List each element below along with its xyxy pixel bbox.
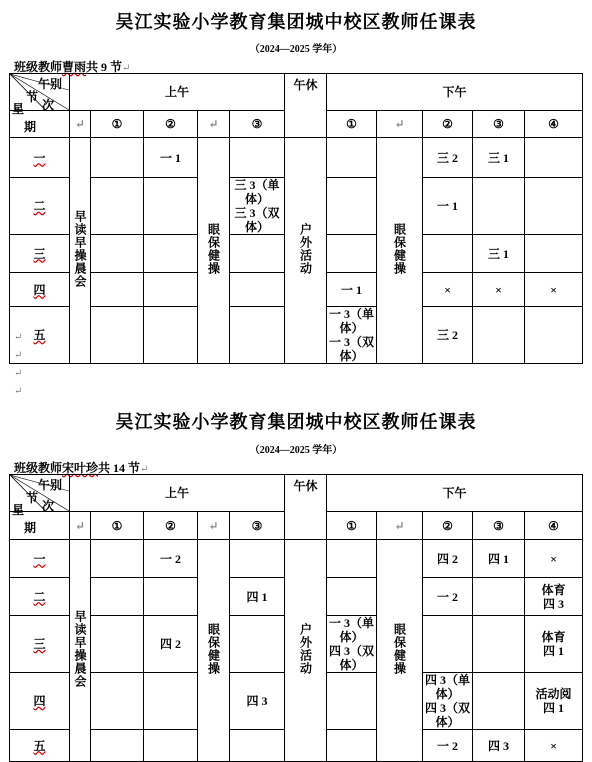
cell-am1 (91, 235, 144, 273)
cell-pm1 (327, 307, 377, 364)
corner-label-jie: 节 (26, 491, 39, 505)
period-pm-1: ① (327, 111, 377, 138)
cell-pm1 (327, 616, 377, 673)
cell-am2 (144, 178, 198, 235)
split-entry-bottom: 四 3 (543, 596, 565, 611)
morning-reading-cell (70, 540, 91, 762)
cell-am3 (230, 178, 285, 235)
period-pm-1: ① (327, 512, 377, 540)
day-label: 一 (10, 138, 70, 178)
cell-pm4 (525, 178, 583, 235)
day-label: 二 (10, 178, 70, 235)
split-entry-top: 一 3（单体） (329, 307, 375, 335)
split-entry-top: 活动阅 (535, 687, 572, 701)
corner-label-wubie: 午别 (38, 478, 63, 492)
cell-pm3: 四 1 (473, 540, 525, 578)
split-entry-top: 一 3（单体） (329, 616, 375, 644)
blank-header: ↵ (198, 512, 230, 540)
cell-pm2: 三 2 (423, 307, 473, 364)
blank-header: ↵ (377, 111, 423, 138)
outdoor-text: 户外活动 (298, 223, 313, 275)
schedule-title-2: 吴江实验小学教育集团城中校区教师任课表 (115, 412, 477, 432)
outdoor-text: 户外活动 (298, 623, 313, 675)
blank-header: ↵ (198, 111, 230, 138)
cell-am3 (230, 616, 285, 673)
eye-exercise-text: 眼保健操 (206, 623, 221, 675)
paragraph-mark: ↵ (14, 350, 23, 361)
cell-am1 (91, 138, 144, 178)
cell-pm1 (327, 578, 377, 616)
morning-reading-cell (70, 138, 91, 364)
day-label: 一 (10, 540, 70, 578)
cell-pm3: 四 3 (473, 730, 525, 762)
teacher-name: 宋叶珍 (62, 461, 99, 475)
split-entry-bottom: 四 1 (543, 644, 565, 658)
cell-am1 (91, 307, 144, 364)
cell-pm1: 一 1 (327, 273, 377, 307)
cell-am2 (144, 673, 198, 730)
day-label: 三 (10, 616, 70, 673)
cell-am3 (230, 273, 285, 307)
teacher-prefix: 班级教师 (14, 60, 63, 74)
header-afternoon: 下午 (327, 74, 583, 111)
cell-pm2: × (423, 273, 473, 307)
noon-label: 午休 (293, 479, 318, 493)
corner-label-qi: 期 (24, 120, 37, 134)
cell-am2 (144, 578, 198, 616)
cell-pm4 (525, 578, 583, 616)
split-entry-top: 四 3（单体） (425, 673, 471, 701)
period-pm-3: ③ (473, 111, 525, 138)
corner-label-jie: 节 (26, 90, 39, 104)
period-am-2: ② (144, 111, 198, 138)
cell-pm4: × (525, 273, 583, 307)
morning-reading-text: 早读早操晨会 (73, 210, 87, 288)
period-pm-4: ④ (525, 512, 583, 540)
header-corner (10, 74, 70, 134)
split-entry-bottom: 一 3（双体） (329, 335, 375, 363)
split-entry-bottom: 四 3（双体） (425, 701, 471, 729)
period-am-3: ③ (230, 512, 285, 540)
teacher-name: 曹雨 (62, 60, 87, 74)
day-label: 五 (10, 730, 70, 762)
cell-pm4 (525, 616, 583, 673)
period-pm-4: ④ (525, 111, 583, 138)
period-pm-2: ② (423, 512, 473, 540)
cell-pm2: 一 2 (423, 730, 473, 762)
eye-exercise-cell-pm (377, 540, 423, 762)
cell-am1 (91, 616, 144, 673)
noon-label: 午休 (293, 78, 318, 92)
teacher-prefix: 班级教师 (14, 461, 63, 475)
split-entry-bottom: 三 3（双体） (234, 206, 280, 234)
corner-label-wubie: 午别 (38, 77, 63, 91)
corner-label-ci: 次 (42, 499, 55, 513)
school-year-2: （2024—2025 学年） (249, 445, 343, 456)
cell-am1 (91, 730, 144, 762)
header-corner (10, 475, 70, 535)
cell-am2 (144, 730, 198, 762)
cell-am2: 一 1 (144, 138, 198, 178)
cell-am2: 四 2 (144, 616, 198, 673)
cell-am1 (91, 178, 144, 235)
cell-pm1 (327, 730, 377, 762)
day-label: 四 (10, 273, 70, 307)
cell-pm4: × (525, 730, 583, 762)
outdoor-cell (285, 138, 327, 364)
cell-pm1 (327, 235, 377, 273)
paragraph-mark: ↵ (14, 368, 23, 379)
cell-pm2: 四 2 (423, 540, 473, 578)
period-pm-2: ② (423, 111, 473, 138)
eye-exercise-text-pm: 眼保健操 (392, 623, 407, 675)
cell-am2 (144, 307, 198, 364)
schedule-table-2 (9, 474, 583, 762)
teacher-count: 共 14 节 (98, 461, 141, 475)
paragraph-mark: ↵ (14, 386, 23, 397)
cell-am3 (230, 540, 285, 578)
eye-exercise-cell (198, 138, 230, 364)
header-noon (285, 74, 327, 138)
blank-header: ↵ (70, 512, 91, 540)
cell-pm3: 三 1 (473, 138, 525, 178)
cell-am3 (230, 138, 285, 178)
header-afternoon: 下午 (327, 475, 583, 512)
period-am-1: ① (91, 512, 144, 540)
header-morning: 上午 (70, 74, 285, 111)
cell-pm1 (327, 178, 377, 235)
period-pm-3: ③ (473, 512, 525, 540)
corner-label-xing: 星 (12, 102, 25, 116)
outdoor-cell (285, 540, 327, 762)
cell-pm4 (525, 138, 583, 178)
day-label: 三 (10, 235, 70, 273)
day-label: 二 (10, 578, 70, 616)
cell-pm1 (327, 540, 377, 578)
header-noon (285, 475, 327, 540)
paragraph-mark: ↵ (14, 332, 23, 343)
corner-label-qi: 期 (24, 521, 37, 535)
cell-am2 (144, 235, 198, 273)
corner-label-xing: 星 (12, 503, 25, 517)
schedule-table-1 (9, 73, 583, 364)
cell-am3: 四 1 (230, 578, 285, 616)
eye-exercise-cell-pm (377, 138, 423, 364)
cell-am2 (144, 273, 198, 307)
cell-pm4: × (525, 540, 583, 578)
eye-exercise-cell (198, 540, 230, 762)
cell-pm2 (423, 235, 473, 273)
split-entry-bottom: 四 1 (543, 701, 565, 715)
cell-am1 (91, 540, 144, 578)
school-year-1: （2024—2025 学年） (249, 44, 343, 55)
cell-am3 (230, 730, 285, 762)
eye-exercise-text: 眼保健操 (206, 223, 221, 275)
paragraph-mark: ↵ (122, 63, 131, 74)
blank-header: ↵ (377, 512, 423, 540)
split-entry-bottom: 四 3（双体） (329, 644, 375, 672)
cell-pm1 (327, 673, 377, 730)
split-entry-top: 三 3（单体） (234, 178, 280, 206)
cell-am3: 四 3 (230, 673, 285, 730)
cell-pm2 (423, 673, 473, 730)
cell-pm2: 一 2 (423, 578, 473, 616)
cell-am3 (230, 235, 285, 273)
cell-pm2: 一 1 (423, 178, 473, 235)
cell-am1 (91, 578, 144, 616)
corner-label-ci: 次 (42, 98, 55, 112)
cell-am1 (91, 673, 144, 730)
cell-am2: 一 2 (144, 540, 198, 578)
cell-pm3 (473, 307, 525, 364)
cell-pm4 (525, 673, 583, 730)
split-entry-top: 体育 (541, 582, 566, 597)
schedule-title-1: 吴江实验小学教育集团城中校区教师任课表 (115, 12, 477, 32)
paragraph-mark: ↵ (140, 464, 149, 475)
split-entry-top: 体育 (541, 630, 566, 644)
cell-pm2: 三 2 (423, 138, 473, 178)
cell-pm3: 三 1 (473, 235, 525, 273)
cell-pm3 (473, 178, 525, 235)
cell-pm4 (525, 235, 583, 273)
teacher-count: 共 9 节 (86, 60, 123, 74)
cell-pm3 (473, 578, 525, 616)
eye-exercise-text-pm: 眼保健操 (392, 223, 407, 275)
day-label: 五 (10, 307, 70, 364)
cell-am1 (91, 273, 144, 307)
period-am-3: ③ (230, 111, 285, 138)
morning-reading-text: 早读早操晨会 (73, 610, 87, 688)
cell-pm1 (327, 138, 377, 178)
cell-am3 (230, 307, 285, 364)
period-am-1: ① (91, 111, 144, 138)
cell-pm3: × (473, 273, 525, 307)
blank-header: ↵ (70, 111, 91, 138)
cell-pm3 (473, 673, 525, 730)
cell-pm2 (423, 616, 473, 673)
cell-pm4 (525, 307, 583, 364)
day-label: 四 (10, 673, 70, 730)
cell-pm3 (473, 616, 525, 673)
period-am-2: ② (144, 512, 198, 540)
header-morning: 上午 (70, 475, 285, 512)
